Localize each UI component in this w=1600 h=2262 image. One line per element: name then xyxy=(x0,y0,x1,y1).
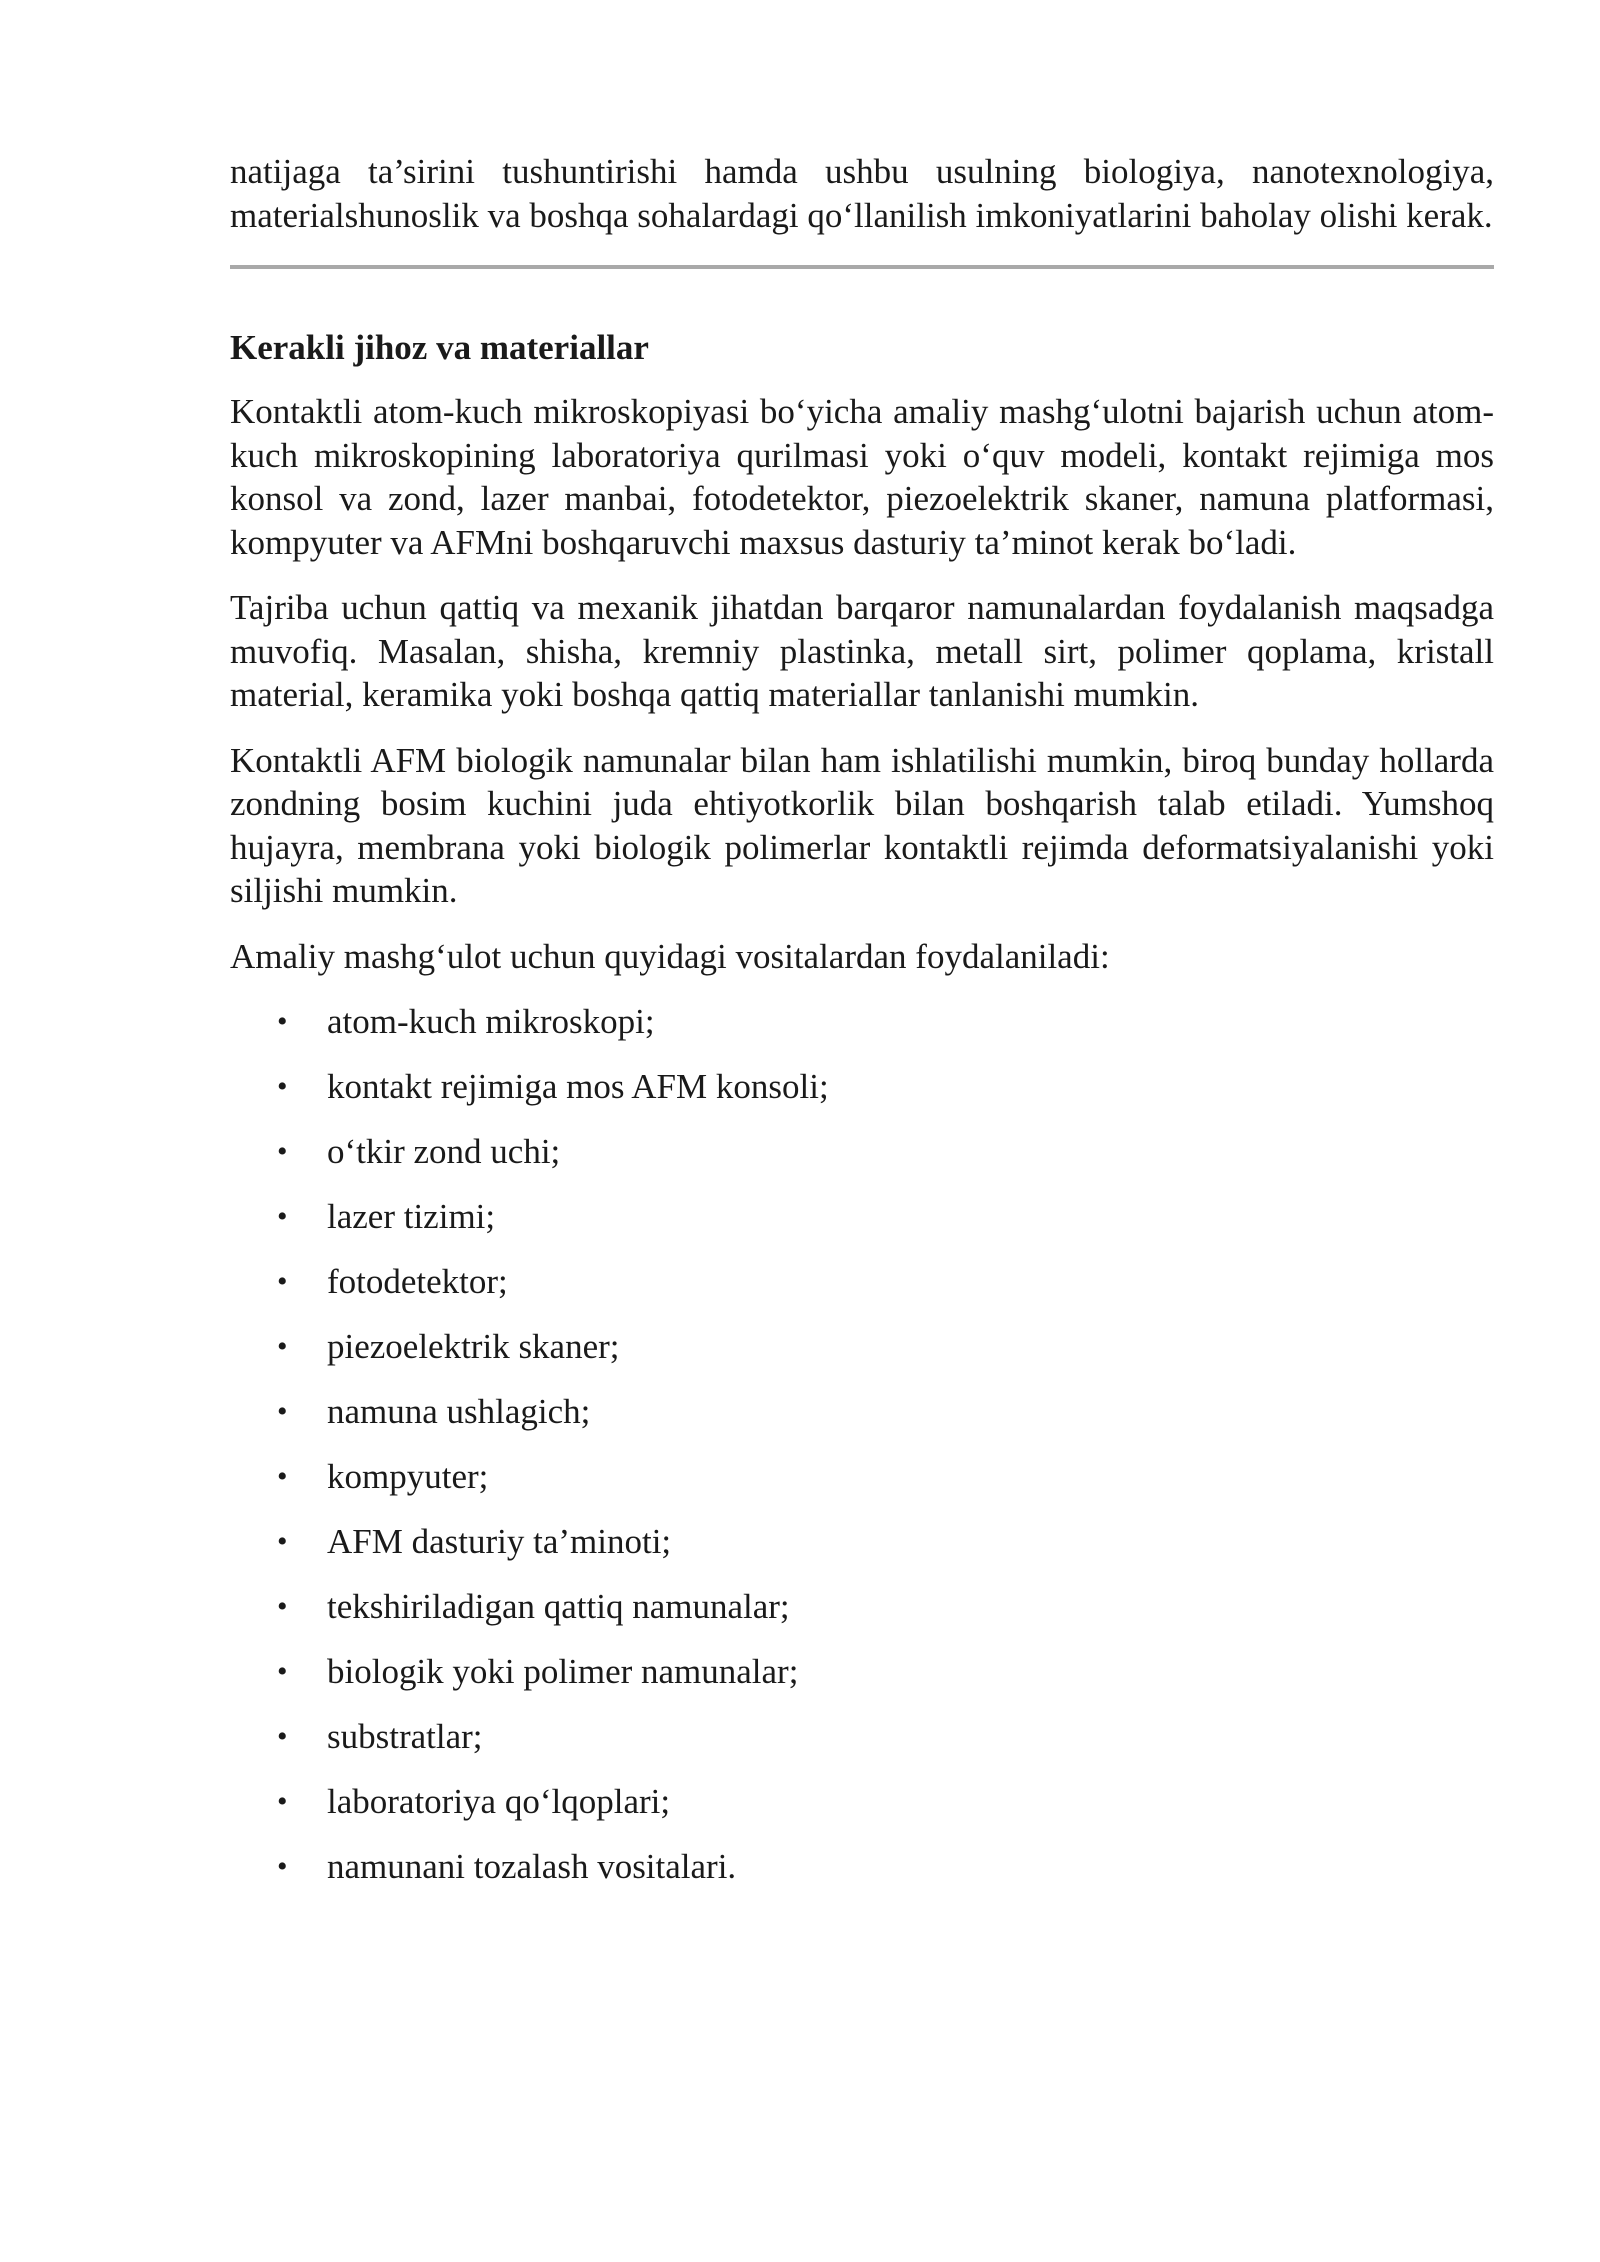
bullet-icon: • xyxy=(277,1460,288,1493)
bullet-icon: • xyxy=(277,1785,288,1818)
list-item-text: AFM dasturiy ta’minoti; xyxy=(327,1522,672,1561)
list-item xyxy=(230,1065,1494,1108)
list-item-text: lazer tizimi; xyxy=(327,1197,496,1236)
bullet-icon: • xyxy=(277,1395,288,1428)
list-item-text: piezoelektrik skaner; xyxy=(327,1327,620,1366)
list-item-text: laboratoriya qo‘lqoplari; xyxy=(327,1782,671,1821)
list-item xyxy=(230,1715,1494,1758)
list-item-text: fotodetektor; xyxy=(327,1262,508,1301)
intro-paragraph: natijaga ta’sirini tushuntirishi hamda ushbu usulning biologiya, nanotexnologiya, materialshunoslik va boshqa sohalardagi qo‘llanilish imkoniyatlarini baholay olishi kerak. xyxy=(230,152,1494,235)
list-item-text: biologik yoki polimer namunalar; xyxy=(327,1652,799,1691)
bullet-icon: • xyxy=(277,1330,288,1363)
list-item xyxy=(230,1455,1494,1498)
list-item-text: o‘tkir zond uchi; xyxy=(327,1132,561,1171)
list-item xyxy=(230,1585,1494,1628)
list-item xyxy=(230,1000,1494,1043)
bullet-icon: • xyxy=(277,1265,288,1298)
list-item xyxy=(230,1845,1494,1888)
list-item-text: tekshiriladigan qattiq namunalar; xyxy=(327,1587,790,1626)
bullet-icon: • xyxy=(277,1720,288,1753)
list-item-text: namunani tozalash vositalari. xyxy=(327,1847,737,1886)
list-item xyxy=(230,1260,1494,1303)
list-item-text: substratlar; xyxy=(327,1717,483,1756)
bullet-icon: • xyxy=(277,1655,288,1688)
equipment-section xyxy=(230,326,1494,1888)
list-item xyxy=(230,1130,1494,1173)
paragraph-samples: Tajriba uchun qattiq va mexanik jihatdan barqaror namunalardan foydalanish maqsadga muvofiq. Masalan, shisha, kremniy plastinka, metall sirt, polimer qoplama, kristall material, keramika yoki boshqa qattiq materiallar tanlanishi mumkin. xyxy=(230,588,1494,714)
bullet-icon: • xyxy=(277,1135,288,1168)
section-divider xyxy=(230,265,1494,269)
bullet-icon: • xyxy=(277,1850,288,1883)
section-heading: Kerakli jihoz va materiallar xyxy=(230,328,649,367)
bullet-icon: • xyxy=(277,1590,288,1623)
list-item xyxy=(230,1650,1494,1693)
list-item xyxy=(230,1520,1494,1563)
list-item-text: kontakt rejimiga mos AFM konsoli; xyxy=(327,1067,829,1106)
paragraph-biological: Kontaktli AFM biologik namunalar bilan ham ishlatilishi mumkin, biroq bunday hollarda zondning bosim kuchini juda ehtiyotkorlik bilan boshqarish talab etiladi. Yumshoq hujayra, membrana yoki biologik polimerlar kontaktli rejimda deformatsiyalanishi yoki siljishi mumkin. xyxy=(230,740,1494,910)
bullet-icon: • xyxy=(277,1005,288,1038)
list-item xyxy=(230,1325,1494,1368)
list-item xyxy=(230,1390,1494,1433)
bullet-icon: • xyxy=(277,1525,288,1558)
bullet-icon: • xyxy=(277,1070,288,1103)
list-item xyxy=(230,1780,1494,1823)
list-item-text: atom-kuch mikroskopi; xyxy=(327,1002,655,1041)
tools-list xyxy=(230,1000,1494,1888)
paragraph-equipment: Kontaktli atom-kuch mikroskopiyasi bo‘yicha amaliy mashg‘ulotni bajarish uchun atom-kuch mikroskopining laboratoriya qurilmasi yoki o‘quv modeli, kontakt rejimiga mos konsol va zond, lazer manbai, fotodetektor, piezoelektrik skaner, namuna platformasi, kompyuter va AFMni boshqaruvchi maxsus dasturiy ta’minot kerak bo‘ladi. xyxy=(230,392,1494,562)
document-page xyxy=(230,150,1494,1910)
list-item-text: kompyuter; xyxy=(327,1457,489,1496)
bullet-icon: • xyxy=(277,1200,288,1233)
paragraph-list-intro: Amaliy mashg‘ulot uchun quyidagi vositalardan foydalaniladi: xyxy=(230,936,1110,976)
list-item xyxy=(230,1195,1494,1238)
list-item-text: namuna ushlagich; xyxy=(327,1392,591,1431)
